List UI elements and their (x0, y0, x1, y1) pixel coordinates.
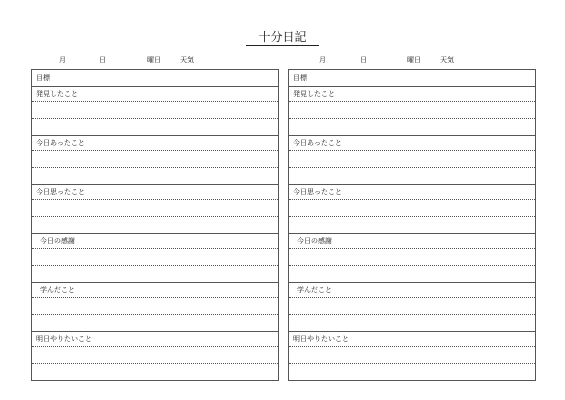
weekday-label: 曜日 (147, 56, 161, 64)
section-label: 学んだこと (40, 286, 75, 294)
writing-line (32, 118, 278, 119)
writing-line (32, 314, 278, 315)
section-label: 今日の感謝 (40, 237, 75, 245)
weekday-label: 曜日 (407, 56, 421, 64)
goal-label: 目標 (36, 74, 50, 82)
writing-line (32, 346, 278, 347)
section-label: 今日あったこと (293, 139, 342, 147)
section-events[interactable] (32, 136, 278, 185)
section-tomorrow[interactable] (32, 332, 278, 381)
day-label: 日 (360, 56, 367, 64)
day-label: 日 (99, 56, 106, 64)
section-label: 明日やりたいこと (293, 335, 349, 343)
section-discovery[interactable] (32, 87, 278, 136)
section-learned[interactable] (289, 283, 535, 332)
writing-line (32, 297, 278, 298)
writing-line (32, 265, 278, 266)
section-label: 発見したこと (36, 90, 78, 98)
section-gratitude[interactable] (289, 234, 535, 283)
diary-panel-right (288, 69, 536, 381)
writing-line (32, 363, 278, 364)
writing-line (289, 314, 535, 315)
month-label: 月 (319, 56, 326, 64)
writing-line (32, 199, 278, 200)
writing-line (32, 150, 278, 151)
section-gratitude[interactable] (32, 234, 278, 283)
section-label: 発見したこと (293, 90, 335, 98)
diary-panel-left (31, 69, 279, 381)
goal-label: 目標 (293, 74, 307, 82)
writing-line (289, 363, 535, 364)
section-discovery[interactable] (289, 87, 535, 136)
writing-line (289, 150, 535, 151)
section-label: 今日の感謝 (297, 237, 332, 245)
section-learned[interactable] (32, 283, 278, 332)
section-tomorrow[interactable] (289, 332, 535, 381)
section-events[interactable] (289, 136, 535, 185)
writing-line (289, 118, 535, 119)
section-label: 今日あったこと (36, 139, 85, 147)
section-label: 今日思ったこと (293, 188, 342, 196)
writing-line (289, 199, 535, 200)
writing-line (32, 248, 278, 249)
writing-line (289, 346, 535, 347)
month-label: 月 (59, 56, 66, 64)
page-title (0, 29, 565, 45)
writing-line (32, 216, 278, 217)
goal-row[interactable] (289, 70, 535, 87)
writing-line (32, 101, 278, 102)
writing-line (289, 101, 535, 102)
date-row-right (0, 55, 565, 65)
writing-line (289, 297, 535, 298)
section-label: 明日やりたいこと (36, 335, 92, 343)
section-label: 学んだこと (297, 286, 332, 294)
writing-line (289, 216, 535, 217)
writing-line (289, 248, 535, 249)
page-title-text: 十分日記 (246, 30, 318, 46)
writing-line (289, 265, 535, 266)
writing-line (32, 167, 278, 168)
weather-label: 天気 (440, 56, 454, 64)
section-thoughts[interactable] (289, 185, 535, 234)
section-label: 今日思ったこと (36, 188, 85, 196)
writing-line (289, 167, 535, 168)
goal-row[interactable] (32, 70, 278, 87)
weather-label: 天気 (180, 56, 194, 64)
section-thoughts[interactable] (32, 185, 278, 234)
